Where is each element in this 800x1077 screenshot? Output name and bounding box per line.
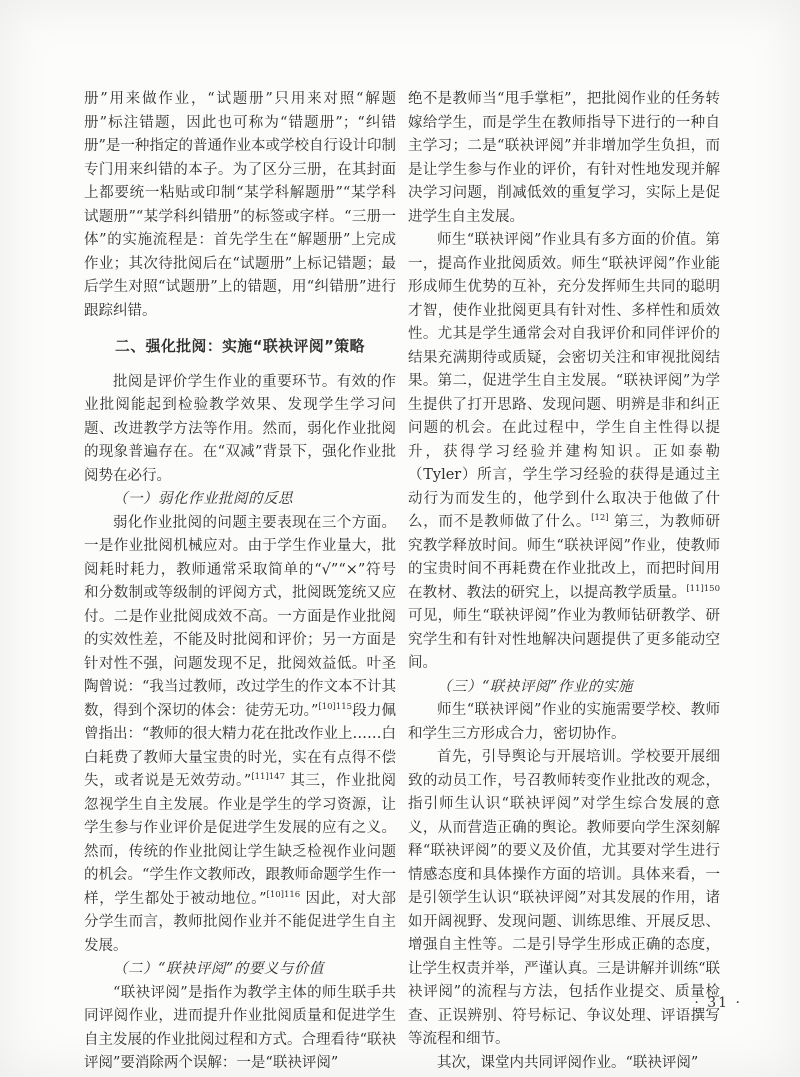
page-number: · 31 ·	[694, 995, 742, 1011]
text-run: 因此，对大部分学生而言，教师批阅作业并不能促进学生自主发展。	[84, 890, 397, 954]
text-run: （二）“联袂评阅”的要义与价值	[113, 961, 324, 977]
citation-ref: [12]	[591, 513, 609, 524]
text-run: 其次，课堂内共同评阅作业。“联袂评阅”	[437, 1054, 699, 1071]
paragraph	[408, 746, 720, 1052]
text-run: 可见，师生“联袂评阅”作业为教师钻研教学、研究学生和有针对性地解决问题提供了更多能动空间。	[408, 608, 720, 671]
text-run: 师生“联袂评阅”作业的实施需要学校、教师和学生三方形成合力，密切协作。	[408, 702, 720, 742]
paragraph	[408, 1052, 720, 1076]
subheading	[84, 958, 396, 982]
text-run: “联袂评阅”是指作为教学主体的师生联手共同评阅作业，进而提升作业批阅质量和促进学生自主发展的作业批阅过程和方式。合理看待“联袂评阅”要消除两个误解：一是“联袂评阅”	[84, 984, 396, 1071]
text-run: 册”用来做作业，“试题册”只用来对照“解题册”标注错题，因此也可称为“错题册”；“纠错册”是一种指定的普通作业本或学校自行设计印制专门用来纠错的本子。为了区分三册，在其封面上都要统一粘贴或印制“某学科解题册”“某学科试题册”“某学科纠错册”的标签或字样。“三册一体”的实施流程是：首先学生在“解题册”上完成作业；其次待批阅后在“试题册”上标记错题；最后学生对照“试题册”上的错题，用“纠错册”进行跟踪纠错。	[84, 91, 396, 319]
text-run: 首先，引导舆论与开展培训。学校要开展细致的动员工作，号召教师转变作业批改的观念，指引师生认识“联袂评阅”对学生综合发展的意义，从而营造正确的舆论。教师要向学生深刻解释“联袂评阅”的要义及价值，尤其要对学生进行情感态度和具体操作方面的培训。具体来看，一是引领学生认识“联袂评阅”对其发展的作用，诸如开阔视野、发现问题、训练思维、开展反思、增强自主性等。二是引导学生形成正确的态度，让学生权责并举，严谨认真。三是讲解并训练“联袂评阅”的流程与方法，包括作业提交、质量检查、正误辨别、符号标记、争议处理、评语撰写等流程和细节。	[408, 749, 720, 1047]
text-run: 其三，作业批阅忽视学生自主发展。作业是学生的学习资源，让学生参与作业评价是促进学生发展的应有之义。然而，传统的作业批阅让学生缺乏检视作业问题的机会。“学生作文教师改，跟教师命题学生作一样，学生都处于被动地位。”	[84, 773, 396, 907]
paragraph	[84, 982, 396, 1076]
text-run: （三）“联袂评阅”作业的实施	[437, 678, 633, 695]
paragraph	[408, 699, 720, 746]
citation-ref: [10]116	[266, 889, 301, 900]
citation-ref: [11]147	[251, 772, 286, 783]
paragraph	[84, 512, 396, 959]
text-run: 批阅是评价学生作业的重要环节。有效的作业批阅能起到检验教学效果、发现学生学习问题、改进教学方法等作用。然而，弱化作业批阅的现象普遍存在。在“双减”背景下，强化作业批阅势在必行。	[84, 373, 396, 484]
left-column	[84, 88, 396, 1076]
citation-ref: [10]115	[318, 701, 353, 712]
text-run: 段力佩曾指出：“教师的很大精力花在批改作业上……白白耗费了教师大量宝贵的时光，实在有点得不偿失，或者说是无效劳动。”	[84, 702, 396, 789]
right-column	[408, 88, 720, 1076]
continuation	[84, 88, 396, 323]
text-run: 绝不是教师当“甩手掌柜”，把批阅作业的任务转嫁给学生，而是学生在教师指导下进行的一种自主学习；二是“联袂评阅”并非增加学生负担，而是让学生参与作业的评价，有针对性地发现并解决学习问题，削减低效的重复学习，实际上是促进学生自主发展。	[408, 91, 720, 225]
continuation	[408, 88, 720, 229]
text-run: （一）弱化作业批阅的反思	[113, 491, 293, 507]
subheading	[408, 676, 720, 700]
text-columns	[84, 88, 720, 1076]
text-run: 师生“联袂评阅”作业具有多方面的价值。第一，提高作业批阅质效。师生“联袂评阅”作业能形成师生优势的互补，充分发挥师生共同的聪明才智，使作业批阅更具有针对性、多样性和质效性。尤其是学生通常会对自我评价和同伴评价的结果充满期待或质疑，会密切关注和审视批阅结果。第二，促进学生自主发展。“联袂评阅”为学生提供了打开思路、发现问题、明辨是非和纠正问题的机会。在此过程中，学生自主性得以提升，获得学习经验并建构知识。正如泰勒（Tyler）所言，学生学习经验的获得是通过主动行为而发生的，他学到什么取决于他做了什么，而不是教师做了什么。	[408, 232, 720, 530]
text-run: 二、强化批阅：实施“联袂评阅”策略	[115, 338, 365, 355]
section-heading	[84, 335, 396, 359]
paragraph	[408, 229, 720, 676]
subheading	[84, 488, 396, 512]
text-run: 第三，为教师研究教学释放时间。师生“联袂评阅”作业，使教师的宝贵时间不再耗费在作业批改上，而把时间用在教材、教法的研究上，以提高教学质量。	[408, 514, 721, 601]
text-run: 弱化作业批阅的问题主要表现在三个方面。一是作业批阅机械应对。由于学生作业量大，批阅耗时耗力，教师通常采取简单的“√”“×”符号和分数制或等级制的评阅方式，批阅既笼统又应付。二是作业批阅成效不高。一方面是作业批阅的实效性差，不能及时批阅和评价；另一方面是针对性不强，问题发现不足，批阅效益低。叶圣陶曾说：“我当过教师，改过学生的作文本不计其数，得到个深切的体会：徒劳无功。”	[84, 514, 396, 719]
paragraph	[84, 371, 396, 489]
citation-ref: [11]150	[686, 583, 720, 594]
